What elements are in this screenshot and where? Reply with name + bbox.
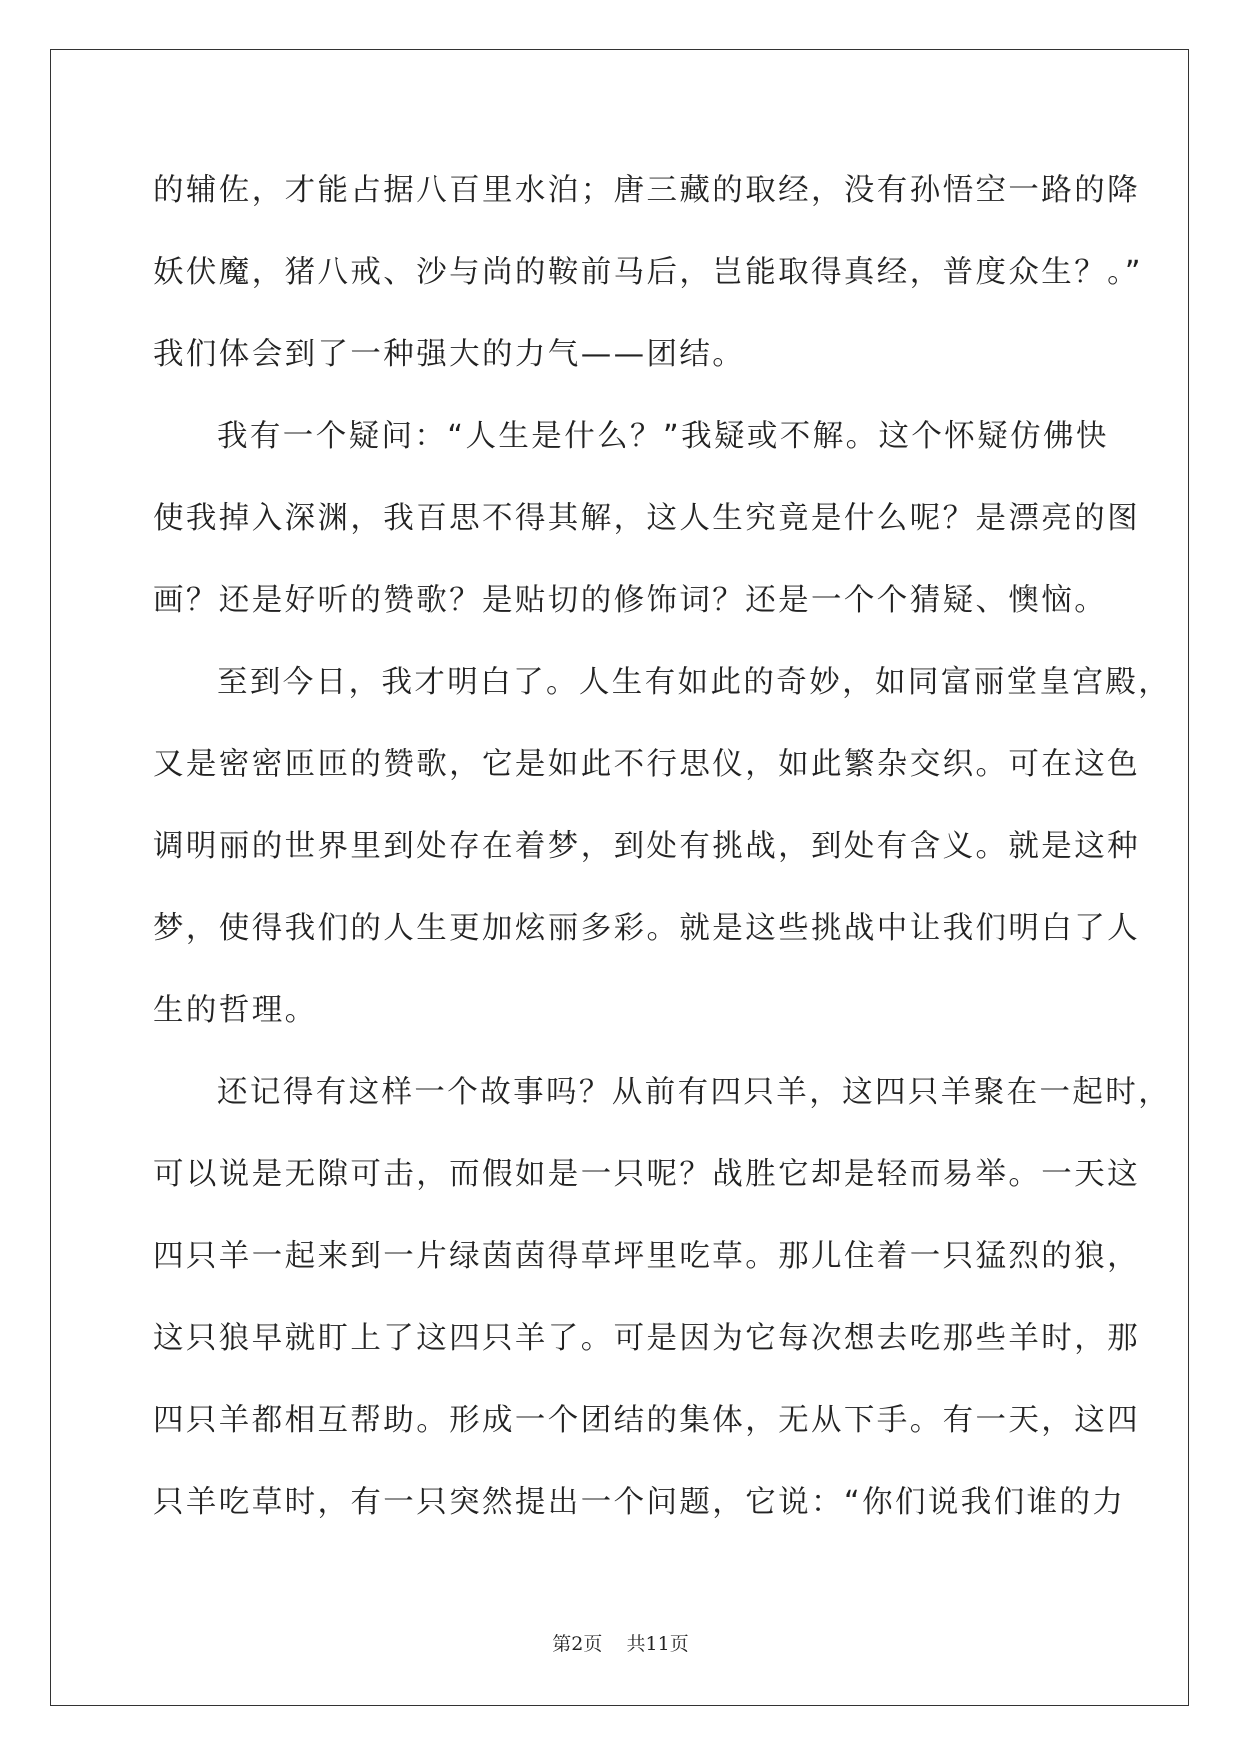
text-line: 又是密密匝匝的赞歌，它是如此不行思仪，如此繁杂交织。可在这色 <box>153 747 1140 782</box>
text-line: 四只羊一起来到一片绿茵茵得草坪里吃草。那儿住着一只猛烈的狼， <box>153 1239 1140 1274</box>
text-line: 生的哲理。 <box>153 993 318 1028</box>
text-line: 我们体会到了一种强大的力气——团结。 <box>153 337 746 372</box>
page-footer <box>0 1629 1241 1656</box>
text-line: 可以说是无隙可击，而假如是一只呢？战胜它却是轻而易举。一天这 <box>153 1157 1140 1192</box>
text-line: 四只羊都相互帮助。形成一个团结的集体，无从下手。有一天，这四 <box>153 1403 1140 1438</box>
text-line: 妖伏魔，猪八戒、沙与尚的鞍前马后，岂能取得真经，普度众生？。” <box>153 255 1143 290</box>
paragraph-start-line: 我有一个疑问：“人生是什么？”我疑或不解。这个怀疑仿佛快 <box>217 419 1109 454</box>
total-pages: 共11页 <box>626 1633 689 1655</box>
text-line: 画？还是好听的赞歌？是贴切的修饰词？还是一个个猜疑、懊恼。 <box>153 583 1108 618</box>
page-number: 第2页 <box>552 1633 603 1655</box>
text-line: 这只狼早就盯上了这四只羊了。可是因为它每次想去吃那些羊时，那 <box>153 1321 1140 1356</box>
text-line: 梦，使得我们的人生更加炫丽多彩。就是这些挑战中让我们明白了人 <box>153 911 1140 946</box>
paragraph-start-line: 至到今日，我才明白了。人生有如此的奇妙，如同富丽堂皇宫殿， <box>217 665 1172 700</box>
text-line: 只羊吃草时，有一只突然提出一个问题，它说：“你们说我们谁的力 <box>153 1485 1126 1520</box>
document-body <box>153 163 1172 1557</box>
text-line: 调明丽的世界里到处存在着梦，到处有挑战，到处有含义。就是这种 <box>153 829 1140 864</box>
text-line: 使我掉入深渊，我百思不得其解，这人生究竟是什么呢？是漂亮的图 <box>153 501 1140 536</box>
text-line: 的辅佐，才能占据八百里水泊；唐三藏的取经，没有孙悟空一路的降 <box>153 173 1140 208</box>
paragraph-start-line: 还记得有这样一个故事吗？从前有四只羊，这四只羊聚在一起时， <box>217 1075 1172 1110</box>
